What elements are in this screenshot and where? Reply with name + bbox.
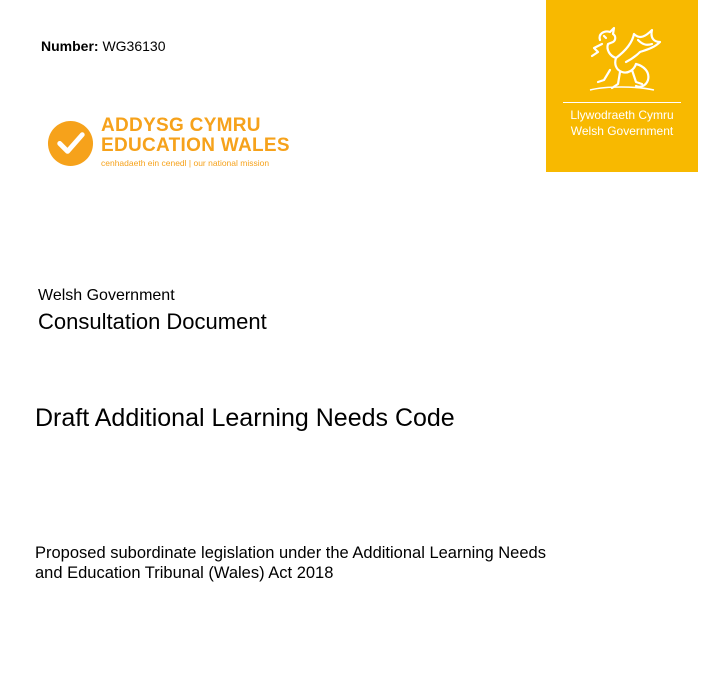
- education-logo-line2: EDUCATION WALES: [101, 135, 290, 156]
- welsh-government-logo: [546, 0, 698, 172]
- wg-logo-english-name: Welsh Government: [570, 124, 674, 138]
- education-logo-tagline: cenhadaeth ein cenedl | our national mission: [101, 158, 270, 168]
- education-wales-logo: [47, 116, 307, 172]
- document-description-line: and Education Tribunal (Wales) Act 2018: [35, 564, 334, 582]
- document-organisation: Welsh Government: [38, 287, 175, 304]
- document-description: [35, 543, 675, 583]
- document-description-line: Proposed subordinate legislation under the Additional Learning Needs: [35, 544, 546, 562]
- document-title: Draft Additional Learning Needs Code: [35, 404, 455, 432]
- document-number-label: Number:: [41, 38, 99, 54]
- dragon-icon: [580, 22, 664, 96]
- document-number: [41, 38, 166, 54]
- education-logo-line1: ADDYSG CYMRU: [101, 115, 261, 136]
- document-type: Consultation Document: [38, 309, 267, 334]
- wg-logo-welsh-name: Llywodraeth Cymru: [570, 108, 674, 122]
- document-number-value: WG36130: [102, 38, 166, 54]
- logo-divider: [563, 102, 681, 103]
- checkmark-circle-icon: [47, 120, 94, 167]
